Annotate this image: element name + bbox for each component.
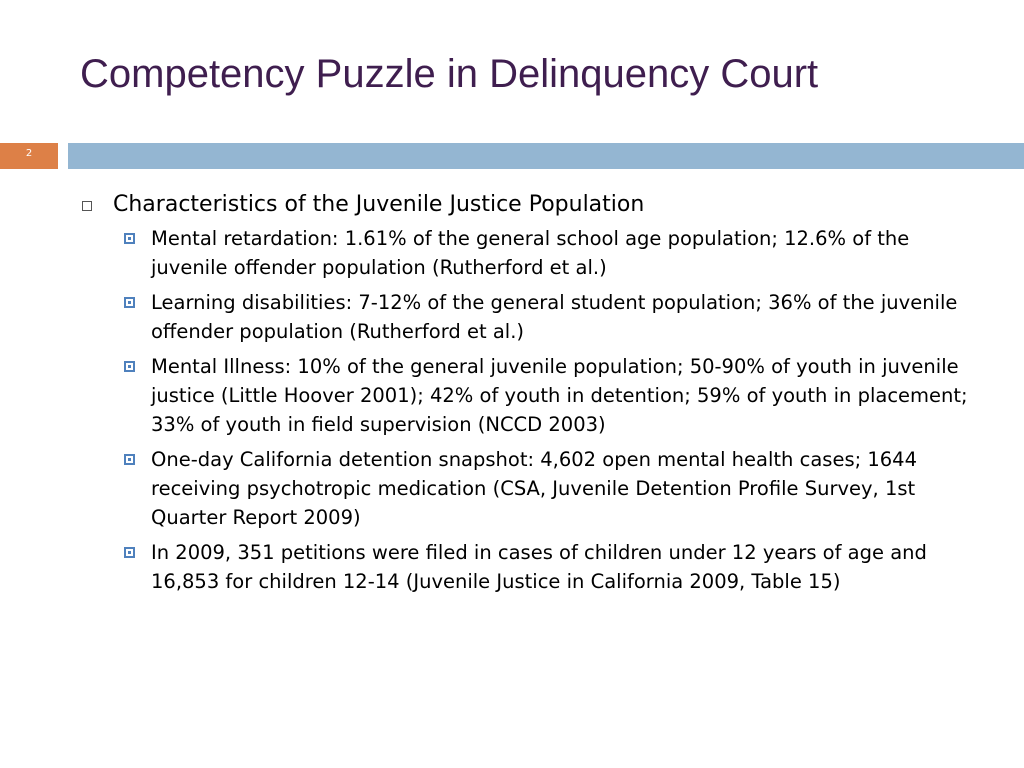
sub-bullet-icon (124, 297, 135, 308)
bullet-heading-text: Characteristics of the Juvenile Justice Population (113, 192, 645, 217)
bullet-heading (78, 190, 968, 220)
list-item (78, 352, 968, 439)
slide-title: Competency Puzzle in Delinquency Court (80, 52, 819, 96)
list-item (78, 224, 968, 282)
sub-bullet-icon (124, 361, 135, 372)
slide-number: 2 (25, 148, 33, 159)
list-item (78, 288, 968, 346)
header-divider-band (68, 143, 1024, 169)
list-item-text: In 2009, 351 petitions were filed in cases of children under 12 years of age and 16,853 for children 12-14 (Juvenile Justice in California 2009, Table 15) (151, 541, 927, 593)
slide-content (78, 190, 968, 602)
list-item-text: Mental retardation: 1.61% of the general school age population; 12.6% of the juvenile offender population (Rutherford et al.) (151, 227, 910, 279)
sub-bullet-list (78, 224, 968, 596)
sub-bullet-icon (124, 454, 135, 465)
sub-bullet-icon (124, 233, 135, 244)
list-item-text: Learning disabilities: 7-12% of the general student population; 36% of the juvenile offender population (Rutherford et al.) (151, 291, 958, 343)
list-item (78, 445, 968, 532)
list-item-text: Mental Illness: 10% of the general juvenile population; 50-90% of youth in juvenile justice (Little Hoover 2001); 42% of youth in detention; 59% of youth in placement; 33% of youth in field supervision (NCCD 2003) (151, 355, 968, 436)
list-item (78, 538, 968, 596)
sub-bullet-icon (124, 547, 135, 558)
list-item-text: One-day California detention snapshot: 4,602 open mental health cases; 1644 receiving psychotropic medication (CSA, Juvenile Detention Profile Survey, 1st Quarter Report 2009) (151, 448, 917, 529)
square-bullet-icon (82, 201, 92, 211)
